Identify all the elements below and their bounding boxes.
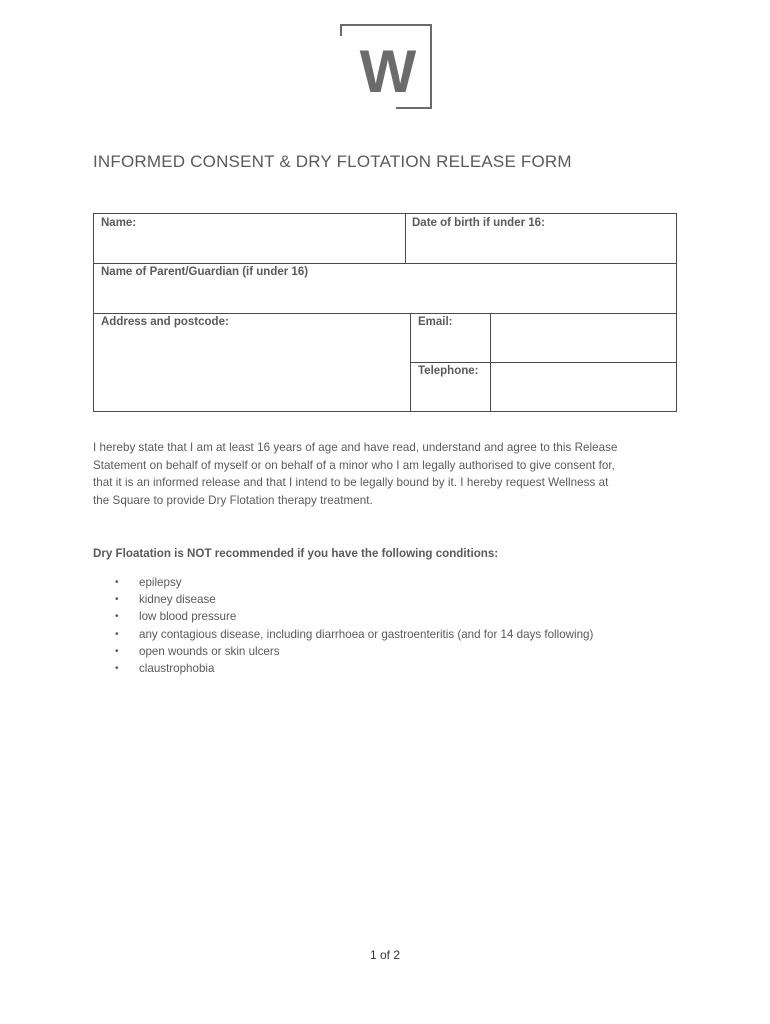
condition-text: claustrophobia	[139, 661, 215, 675]
divider	[405, 214, 406, 263]
name-label: Name:	[101, 217, 137, 229]
condition-text: low blood pressure	[139, 610, 237, 624]
personal-details-table	[93, 213, 677, 412]
statement-line: that it is an informed release and that I intend to be legally bound by it. I hereby request Wellness at	[93, 476, 609, 490]
telephone-label: Telephone:	[418, 365, 479, 377]
list-item	[93, 574, 593, 591]
list-item	[93, 591, 593, 608]
guardian-label: Name of Parent/Guardian (if under 16)	[101, 266, 309, 278]
release-statement	[93, 439, 683, 509]
email-field[interactable]	[491, 314, 676, 362]
name-field[interactable]	[94, 214, 405, 263]
page-number: 1 of 2	[369, 948, 401, 962]
form-title: INFORMED CONSENT & DRY FLOTATION RELEASE FORM	[93, 152, 572, 171]
conditions-heading: Dry Floatation is NOT recommended if you have the following conditions:	[93, 547, 499, 560]
list-item	[93, 643, 593, 660]
condition-text: kidney disease	[139, 593, 216, 607]
email-label: Email:	[418, 316, 453, 328]
bullet-icon: •	[115, 628, 119, 640]
statement-line: the Square to provide Dry Flotation therapy treatment.	[93, 493, 373, 507]
bullet-icon: •	[115, 662, 119, 674]
list-item	[93, 626, 593, 643]
condition-text: open wounds or skin ulcers	[139, 644, 280, 658]
bullet-icon: •	[115, 611, 119, 623]
bullet-icon: •	[115, 594, 119, 606]
statement-line: I hereby state that I am at least 16 years of age and have read, understand and agree to this Release	[93, 441, 618, 454]
bullet-icon: •	[115, 645, 119, 657]
statement-line: Statement on behalf of myself or on behalf of a minor who I am legally authorised to give consent for,	[93, 458, 615, 472]
condition-text: epilepsy	[139, 576, 182, 589]
svg-text:W: W	[359, 38, 417, 105]
address-field[interactable]	[94, 314, 410, 411]
conditions-list	[93, 574, 593, 677]
list-item	[93, 608, 593, 625]
telephone-field[interactable]	[491, 363, 676, 411]
dob-label: Date of birth if under 16:	[412, 217, 545, 229]
bullet-icon: •	[115, 577, 119, 588]
brand-logo	[340, 24, 432, 110]
condition-text: any contagious disease, including diarrhoea or gastroenteritis (and for 14 days following)	[139, 627, 594, 641]
list-item	[93, 660, 593, 677]
address-label: Address and postcode:	[101, 316, 229, 328]
